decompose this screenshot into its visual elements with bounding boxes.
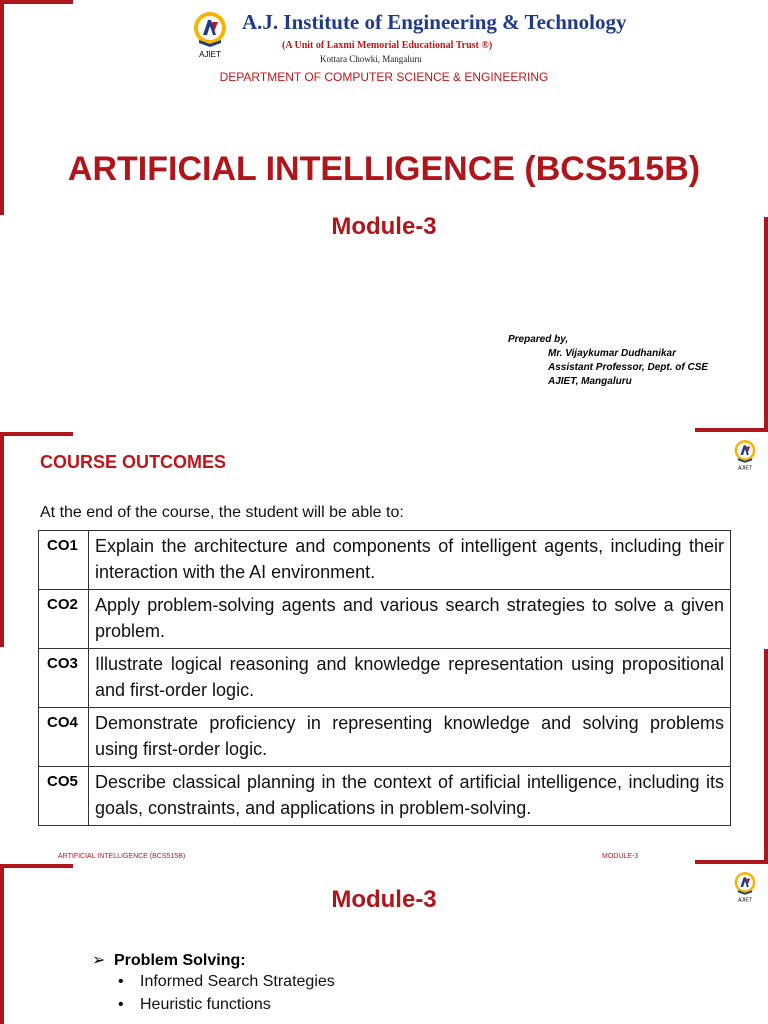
institution-name: A.J. Institute of Engineering & Technology	[242, 10, 627, 34]
arrow-bullet-icon: ➢	[92, 952, 106, 969]
module-title: Module-3	[331, 213, 437, 240]
table-row	[39, 708, 731, 767]
footer-module: MODULE-3	[602, 853, 639, 860]
outcome-code: CO2	[39, 590, 89, 649]
outcomes-slide	[0, 432, 768, 864]
module-title: Module-3	[331, 886, 437, 913]
table-row	[39, 649, 731, 708]
outcome-code: CO3	[39, 649, 89, 708]
logo-caption: AJIET	[737, 897, 753, 904]
corner-bracket-top-left-horizontal	[0, 432, 73, 436]
topic-heading: Problem Solving:	[114, 952, 246, 969]
subtopic-label: Informed Search Strategies	[140, 973, 335, 990]
footer-course-title: ARTIFICIAL INTELLIGENCE (BCS515B)	[58, 853, 186, 860]
author-name: Mr. Vijaykumar Dudhanikar	[548, 348, 677, 359]
bullet-dot-icon: •	[118, 973, 124, 990]
course-outcomes-table	[38, 530, 731, 826]
outcome-description: Apply problem-solving agents and various search strategies to solve a given problem.	[89, 590, 731, 649]
outcome-code: CO4	[39, 708, 89, 767]
author-designation: Assistant Professor, Dept. of CSE	[548, 362, 709, 373]
subtopic-label: Heuristic functions	[140, 996, 271, 1013]
list-item	[92, 950, 246, 970]
course-title: ARTIFICIAL INTELLIGENCE (BCS515B)	[67, 150, 701, 188]
author-affiliation: AJIET, Mangaluru	[548, 376, 632, 387]
outcome-description: Demonstrate proficiency in representing knowledge and solving problems using first-order logic.	[89, 708, 731, 767]
course-outcomes-heading: COURSE OUTCOMES	[40, 452, 227, 472]
course-outcomes-intro: At the end of the course, the student will be able to:	[40, 504, 404, 521]
outcome-code: CO5	[39, 767, 89, 826]
corner-bracket-top-left-horizontal	[0, 0, 73, 4]
ajiet-logo-icon	[732, 438, 758, 472]
table-row	[39, 531, 731, 590]
logo-caption: AJIET	[737, 465, 753, 472]
logo-caption: AJIET	[199, 50, 221, 59]
bullet-dot-icon: •	[118, 996, 124, 1013]
title-slide	[0, 0, 768, 432]
list-item	[118, 973, 335, 991]
outcome-description: Explain the architecture and components of intelligent agents, including their interaction with the AI environment.	[89, 531, 731, 590]
prepared-by-label: Prepared by,	[508, 334, 569, 345]
outcome-description: Illustrate logical reasoning and knowledge representation using propositional and first-order logic.	[89, 649, 731, 708]
table-row	[39, 590, 731, 649]
corner-bracket-top-left-horizontal	[0, 864, 73, 868]
ajiet-logo-icon	[190, 10, 230, 60]
outcome-description: Describe classical planning in the context of artificial intelligence, including its goals, constraints, and applications in problem-solving.	[89, 767, 731, 826]
module-slide	[0, 864, 768, 1024]
outcome-code: CO1	[39, 531, 89, 590]
institution-subtitle: (A Unit of Laxmi Memorial Educational Trust ®)	[282, 40, 493, 51]
corner-bracket-bottom-right	[764, 217, 768, 432]
table-row	[39, 767, 731, 826]
institution-header	[190, 8, 627, 66]
list-item	[118, 996, 271, 1014]
department-name: DEPARTMENT OF COMPUTER SCIENCE & ENGINEERING	[219, 70, 549, 84]
corner-bracket-bottom-right	[764, 649, 768, 864]
corner-bracket-top-left	[0, 432, 4, 647]
institution-location: Kottara Chowki, Mangaluru	[320, 54, 422, 64]
